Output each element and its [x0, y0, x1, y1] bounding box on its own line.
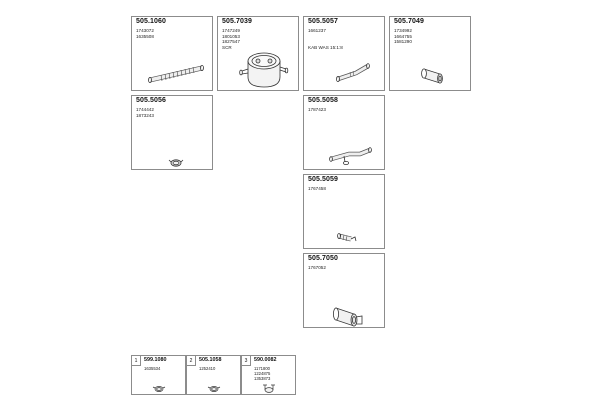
accessory-ref: 1635534 [144, 366, 161, 371]
part-card-505-5058[interactable] [303, 95, 385, 170]
part-card-505-5056[interactable] [131, 95, 213, 170]
small-clamp-icon [132, 356, 187, 396]
accessory-number: 599.1080 [144, 357, 167, 363]
part-number: 505.5058 [308, 97, 338, 104]
accessory-card-2[interactable] [186, 355, 241, 395]
short-flex-pipe-icon [304, 175, 386, 250]
part-ref: 1801053 [222, 33, 240, 39]
muffler-can-icon [218, 17, 300, 92]
u-bolt-clamp-icon [242, 356, 297, 396]
part-ref: 1827547 [222, 39, 240, 45]
part-number: 505.1060 [136, 18, 166, 25]
part-number: 505.7039 [222, 18, 252, 25]
part-card-505-5057[interactable] [303, 16, 385, 91]
flexible-pipe-icon [132, 17, 214, 92]
part-card-505-7049[interactable] [389, 16, 471, 91]
accessory-ref: 1353873 [254, 375, 271, 381]
part-ref: 1635508 [136, 33, 154, 39]
part-ref: 1734992 [394, 28, 412, 33]
part-number: 505.5059 [308, 176, 338, 183]
part-ref: 1787423 [308, 107, 326, 112]
part-card-505-7050[interactable] [303, 253, 385, 328]
accessory-number: 505.1058 [199, 357, 222, 363]
accessory-card-1[interactable] [131, 355, 186, 395]
pipe-sleeve-icon [390, 17, 472, 92]
part-number: 505.7049 [394, 18, 424, 25]
part-ref: 1767052 [308, 265, 326, 270]
accessory-index: 2 [187, 356, 196, 366]
part-number: 505.5056 [136, 97, 166, 104]
pipe-elbow-icon [304, 254, 386, 329]
accessory-number: 590.0082 [254, 357, 277, 363]
accessory-index: 1 [132, 356, 141, 366]
clamp-icon [132, 96, 214, 171]
accessory-ref: 1171800 [254, 366, 270, 371]
part-ref: 1743072 [136, 28, 154, 33]
accessory-card-3[interactable] [241, 355, 296, 395]
accessory-ref: 1252410 [199, 366, 216, 371]
part-ref: 1664755 [394, 33, 412, 39]
exhaust-pipe-icon [304, 96, 386, 171]
part-ref: KAB WAS 15:1:8 [308, 44, 343, 50]
part-card-505-1060[interactable] [131, 16, 213, 91]
small-clamp-icon [187, 356, 242, 396]
part-ref: 1873243 [136, 112, 154, 118]
part-number: 505.7050 [308, 255, 338, 262]
part-number: 505.5057 [308, 18, 338, 25]
part-ref: 1747249 [222, 28, 240, 33]
bent-pipe-icon [304, 17, 386, 92]
part-ref: SCR [222, 44, 232, 50]
part-ref: 1744442 [136, 107, 154, 112]
part-card-505-5059[interactable] [303, 174, 385, 249]
part-card-505-7039[interactable] [217, 16, 299, 91]
accessory-ref: 1224875 [254, 370, 271, 376]
part-ref: 1581290 [394, 39, 412, 45]
part-ref: 1661237 [308, 28, 326, 33]
part-ref: 1767458 [308, 186, 326, 191]
accessory-index: 3 [242, 356, 251, 366]
